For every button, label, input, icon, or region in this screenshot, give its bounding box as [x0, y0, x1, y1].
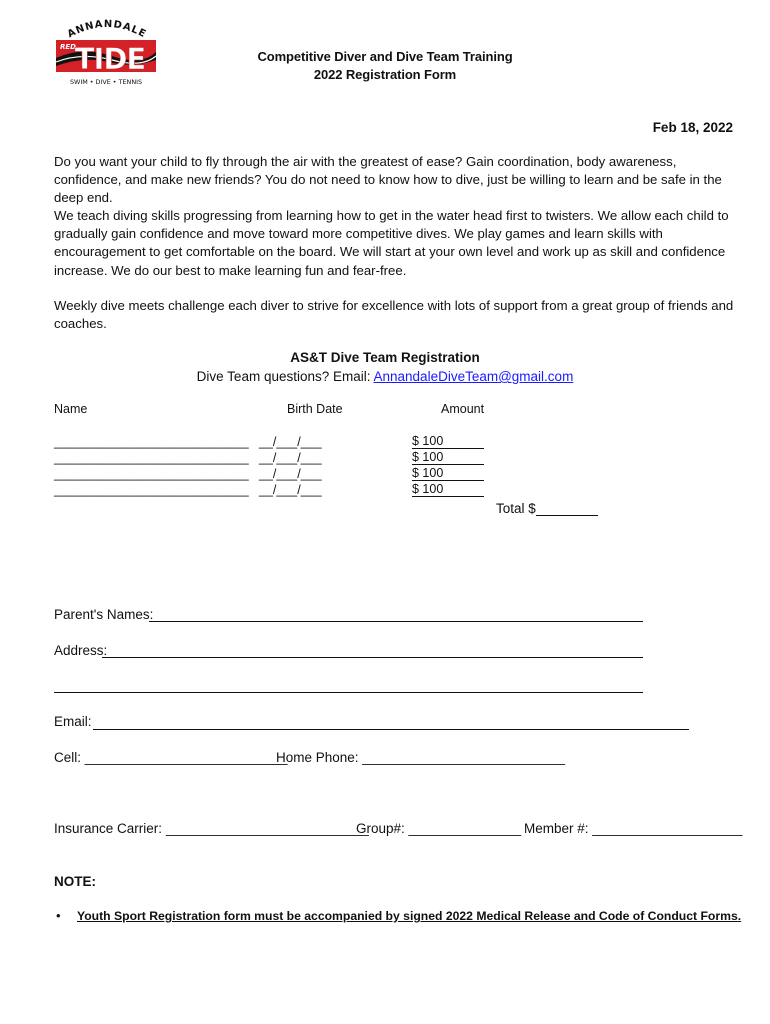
amount-field-1: $ 100 [412, 434, 484, 449]
logo-main-text: TIDE [74, 42, 146, 76]
meets-paragraph: Weekly dive meets challenge each diver to strive for excellence with lots of support from a great group of friends and coaches. [54, 298, 734, 332]
email-label: Email: [54, 714, 92, 729]
note-label: NOTE: [54, 874, 96, 889]
registration-heading: AS&T Dive Team Registration [290, 350, 480, 365]
name-field-2[interactable]: ____________________________ [54, 451, 249, 465]
address-field-line1[interactable] [102, 657, 643, 658]
insurance-carrier-label: Insurance Carrier: [54, 821, 163, 836]
amount-field-4: $ 100 [412, 482, 484, 497]
parents-names-field[interactable] [149, 621, 643, 622]
form-title-line2: 2022 Registration Form [313, 67, 457, 82]
form-date: Feb 18, 2022 [652, 120, 733, 135]
col-name-header: Name [54, 402, 88, 416]
note-bullet-text: Youth Sport Registration form must be accompanied by signed 2022 Medical Release and Code of Conduct Forms. [77, 909, 742, 923]
logo-top-text: ANNANDALE [65, 18, 149, 41]
amount-field-2: $ 100 [412, 450, 484, 465]
col-birth-date-header: Birth Date [287, 402, 343, 416]
cell-field[interactable]: Cell: ___________________________ [54, 750, 288, 765]
email-field[interactable] [93, 729, 689, 730]
total-row [496, 501, 598, 516]
parents-names-label: Parent's Names: [54, 607, 154, 622]
intro-paragraph: Do you want your child to fly through the air with the greatest of ease? Gain coordination, body awareness, confidence, and make new friends? You do not need to know how to dive, just be willing to learn and be safe in the deep end. [54, 154, 722, 206]
total-field[interactable] [536, 501, 598, 516]
dive-team-email-link[interactable]: AnnandaleDiveTeam@gmail.com [373, 369, 574, 384]
name-field-4[interactable]: ____________________________ [54, 483, 249, 497]
logo-bottom-text: SWIM • DIVE • TENNIS [69, 78, 143, 86]
total-label: Total $ [496, 501, 536, 516]
logo-red-text: RED [60, 43, 76, 51]
name-field-3[interactable]: ____________________________ [54, 467, 249, 481]
col-amount-header: Amount [441, 402, 485, 416]
address-label: Address: [54, 643, 108, 658]
bullet-icon: • [56, 908, 61, 923]
birth-date-field-2[interactable]: __/___/___ [259, 451, 322, 465]
birth-date-field-1[interactable]: __/___/___ [259, 435, 322, 449]
birth-date-field-4[interactable]: __/___/___ [259, 483, 322, 497]
name-field-1[interactable]: ____________________________ [54, 435, 249, 449]
insurance-carrier-field[interactable]: ___________________________ [166, 821, 369, 836]
registration-questions [0, 369, 770, 384]
member-number-field[interactable]: Member #: ____________________ [524, 821, 743, 836]
questions-label: Dive Team questions? Email: [196, 369, 374, 384]
amount-field-3: $ 100 [412, 466, 484, 481]
birth-date-field-3[interactable]: __/___/___ [259, 467, 322, 481]
address-field-line2[interactable] [54, 692, 643, 693]
home-phone-field[interactable]: Home Phone: ___________________________ [276, 750, 566, 765]
form-title-line1: Competitive Diver and Dive Team Training [257, 49, 513, 64]
svg-text:ANNANDALE [66, 19, 148, 41]
group-number-field[interactable]: Group#: _______________ [356, 821, 522, 836]
skills-paragraph: We teach diving skills progressing from learning how to get in the water head first to twisters. We allow each child to gradually gain confidence and move toward more competitive dives. We play games and learn skills with encouragement to get comfortable on the board. We will start at your own level and work up as skill and confidence increase. We do our best to make learning fun and fear-free. [54, 208, 729, 278]
